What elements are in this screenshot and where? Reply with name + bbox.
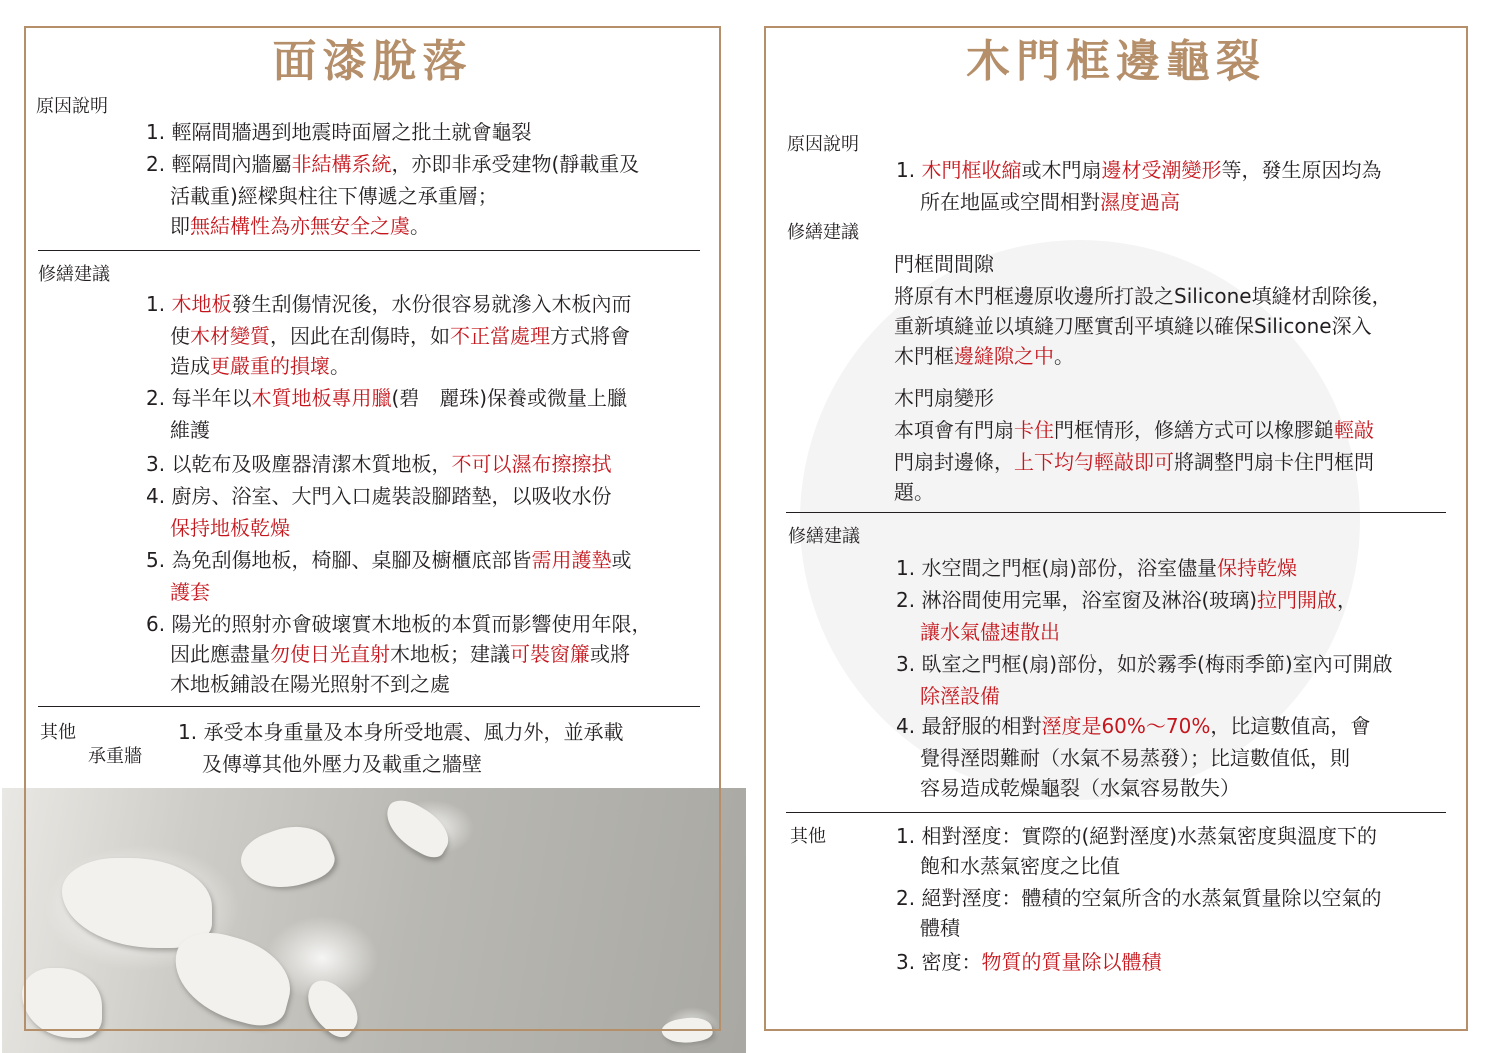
text-line [170, 212, 430, 240]
highlight-text: 物質的質量除以體積 [981, 950, 1162, 974]
text-line [894, 312, 1372, 340]
body-text: 等，發生原因均為 [1221, 158, 1382, 182]
text-line [896, 884, 1381, 912]
body-text: 1. 相對溼度：實際的(絕對溼度)水蒸氣密度與溫度下的 [896, 824, 1378, 848]
highlight-text: 不可以濕布擦擦拭 [451, 452, 612, 476]
text-line [894, 478, 934, 506]
body-text: 容易造成乾燥龜裂（水氣容易散失） [920, 776, 1240, 800]
text-line [920, 682, 1000, 710]
body-text: 或 [611, 548, 632, 572]
text-line [896, 712, 1370, 740]
left-repair-label: 修繕建議 [38, 264, 110, 285]
body-text: 或將 [590, 642, 630, 666]
text-line [894, 342, 1074, 370]
text-line [894, 282, 1392, 310]
right-cause-label: 原因說明 [787, 134, 859, 155]
text-line [170, 640, 630, 668]
highlight-text: 木材變質 [190, 324, 270, 348]
body-text: 將調整門扇卡住門框問 [1174, 450, 1374, 474]
body-text: 造成 [170, 354, 210, 378]
text-line [920, 188, 1180, 216]
highlight-text: 除溼設備 [920, 684, 1000, 708]
text-line [896, 156, 1381, 184]
highlight-text: 上下均勻輕敲即可 [1014, 450, 1174, 474]
text-line [146, 450, 611, 478]
body-text: 使 [170, 324, 190, 348]
highlight-text: 需用護墊 [531, 548, 612, 572]
text-line [896, 586, 1357, 614]
highlight-text: 可裝窗簾 [510, 642, 590, 666]
body-text: 體積 [920, 916, 960, 940]
text-line [170, 182, 498, 210]
right-repair-label: 修繕建議 [787, 222, 859, 243]
body-text: 3. 臥室之門框(扇)部份，如於霧季(梅雨季節)室內可開啟 [896, 652, 1393, 676]
body-text: 1. [146, 292, 172, 316]
highlight-text: 輕敲 [1334, 418, 1374, 442]
warp-heading: 木門扇變形 [894, 386, 994, 410]
body-text: 門框情形，修繕方式可以橡膠鎚 [1054, 418, 1334, 442]
highlight-text: 讓水氣儘速散出 [920, 620, 1060, 644]
body-text: 即 [170, 214, 190, 238]
body-text: 3. 以乾布及吸塵器清潔木質地板， [146, 452, 452, 476]
highlight-text: 邊縫隙之中 [954, 344, 1054, 368]
text-line [896, 822, 1377, 850]
highlight-text: 不正當處理 [450, 324, 550, 348]
body-text: 所在地區或空間相對 [920, 190, 1100, 214]
body-text: 方式將會 [550, 324, 630, 348]
left-other-sub-label: 承重牆 [88, 746, 142, 767]
highlight-text: 勿使日光直射 [270, 642, 390, 666]
text-line [170, 670, 450, 698]
highlight-text: 邊材受潮變形 [1101, 158, 1222, 182]
highlight-text: 保持地板乾燥 [170, 516, 290, 540]
body-text: 2. 輕隔間內牆屬 [146, 152, 292, 176]
body-text: 4. 最舒服的相對 [896, 714, 1042, 738]
text-line [896, 650, 1393, 678]
left-other-label: 其他 [40, 722, 76, 743]
divider [38, 706, 700, 707]
text-line [170, 352, 350, 380]
highlight-text: 木質地板專用臘 [251, 386, 392, 410]
text-line [170, 322, 630, 350]
body-text: ，比這數值高，會 [1210, 714, 1371, 738]
text-line [170, 514, 290, 542]
left-cause-label: 原因說明 [36, 96, 108, 117]
right-repair2-label: 修繕建議 [788, 526, 860, 547]
text-line [896, 554, 1297, 582]
body-text: 1. 輕隔間牆遇到地震時面層之批土就會龜裂 [146, 120, 532, 144]
text-line [146, 546, 631, 574]
text-line [170, 578, 210, 606]
body-text: 因此應盡量 [170, 642, 270, 666]
text-line [896, 948, 1161, 976]
body-text: 3. 密度： [896, 950, 982, 974]
body-text: 或木門扇 [1021, 158, 1102, 182]
text-line [146, 150, 639, 178]
body-text: ， [1337, 588, 1358, 612]
highlight-text: 木地板 [171, 292, 232, 316]
divider [786, 512, 1446, 513]
body-text: 6. 陽光的照射亦會破壞實木地板的本質而影響使用年限， [146, 612, 652, 636]
highlight-text: 保持乾燥 [1217, 556, 1298, 580]
body-text: 。 [1054, 344, 1074, 368]
highlight-text: 非結構系統 [291, 152, 392, 176]
body-text: 飽和水蒸氣密度之比值 [920, 854, 1120, 878]
text-line [146, 384, 627, 412]
text-line [894, 448, 1374, 476]
text-line [146, 482, 611, 510]
body-text: 2. 每半年以 [146, 386, 252, 410]
body-text: 木地板鋪設在陽光照射不到之處 [170, 672, 450, 696]
gap-heading: 門框間間隙 [894, 252, 994, 276]
text-line [170, 416, 210, 444]
highlight-text: 更嚴重的損壞 [210, 354, 330, 378]
highlight-text: 拉門開啟 [1257, 588, 1338, 612]
highlight-text: 濕度過高 [1100, 190, 1180, 214]
highlight-text: 無結構性為亦無安全之虞 [190, 214, 410, 238]
text-line [146, 610, 651, 638]
text-line [920, 744, 1350, 772]
body-text: 題。 [894, 480, 934, 504]
body-text: 1. 水空間之門框(扇)部份，浴室儘量 [896, 556, 1218, 580]
body-text: 1. [896, 158, 922, 182]
highlight-text: 溼度是60%～70% [1041, 714, 1211, 738]
text-line [920, 852, 1120, 880]
body-text: 發生刮傷情況後，水份很容易就滲入木板內而 [231, 292, 632, 316]
left-page-title: 面漆脫落 [272, 36, 473, 87]
text-line [920, 914, 960, 942]
body-text: 2. 淋浴間使用完畢，浴室窗及淋浴(玻璃) [896, 588, 1258, 612]
right-other-label: 其他 [790, 826, 826, 847]
divider [38, 250, 700, 251]
body-text: 2. 絕對溼度：體積的空氣所含的水蒸氣質量除以空氣的 [896, 886, 1382, 910]
body-text: 及傳導其他外壓力及載重之牆壁 [202, 752, 482, 776]
body-text: 木門框 [894, 344, 954, 368]
body-text: 4. 廚房、浴室、大門入口處裝設腳踏墊，以吸收水份 [146, 484, 612, 508]
body-text: (碧 麗珠)保養或微量上臘 [391, 386, 628, 410]
highlight-text: 卡住 [1014, 418, 1054, 442]
text-line [178, 718, 623, 746]
divider [786, 812, 1446, 813]
body-text: 。 [410, 214, 430, 238]
text-line [146, 118, 531, 146]
body-text: 木地板；建議 [390, 642, 510, 666]
right-page-title: 木門框邊龜裂 [966, 36, 1266, 87]
text-line [920, 618, 1060, 646]
text-line [894, 416, 1374, 444]
body-text: 本項會有門扇 [894, 418, 1014, 442]
body-text: 。 [330, 354, 350, 378]
text-line [146, 290, 631, 318]
body-text: ，因此在刮傷時，如 [270, 324, 450, 348]
body-text: 活載重)經樑與柱往下傳遞之承重層； [170, 184, 498, 208]
highlight-text: 木門框收縮 [921, 158, 1022, 182]
highlight-text: 護套 [170, 580, 210, 604]
body-text: 5. 為免刮傷地板，椅腳、桌腳及櫥櫃底部皆 [146, 548, 532, 572]
body-text: 覺得溼悶難耐（水氣不易蒸發）；比這數值低，則 [920, 746, 1350, 770]
body-text: 門扇封邊條， [894, 450, 1014, 474]
body-text: 1. 承受本身重量及本身所受地震、風力外，並承載 [178, 720, 624, 744]
body-text: 重新填縫並以填縫刀壓實刮平填縫以確保Silicone深入 [894, 314, 1372, 338]
body-text: ，亦即非承受建物(靜載重及 [391, 152, 640, 176]
text-line [920, 774, 1240, 802]
body-text: 維護 [170, 418, 210, 442]
text-line [202, 750, 482, 778]
body-text: 將原有木門框邊原收邊所打設之Silicone填縫材刮除後， [894, 284, 1392, 308]
